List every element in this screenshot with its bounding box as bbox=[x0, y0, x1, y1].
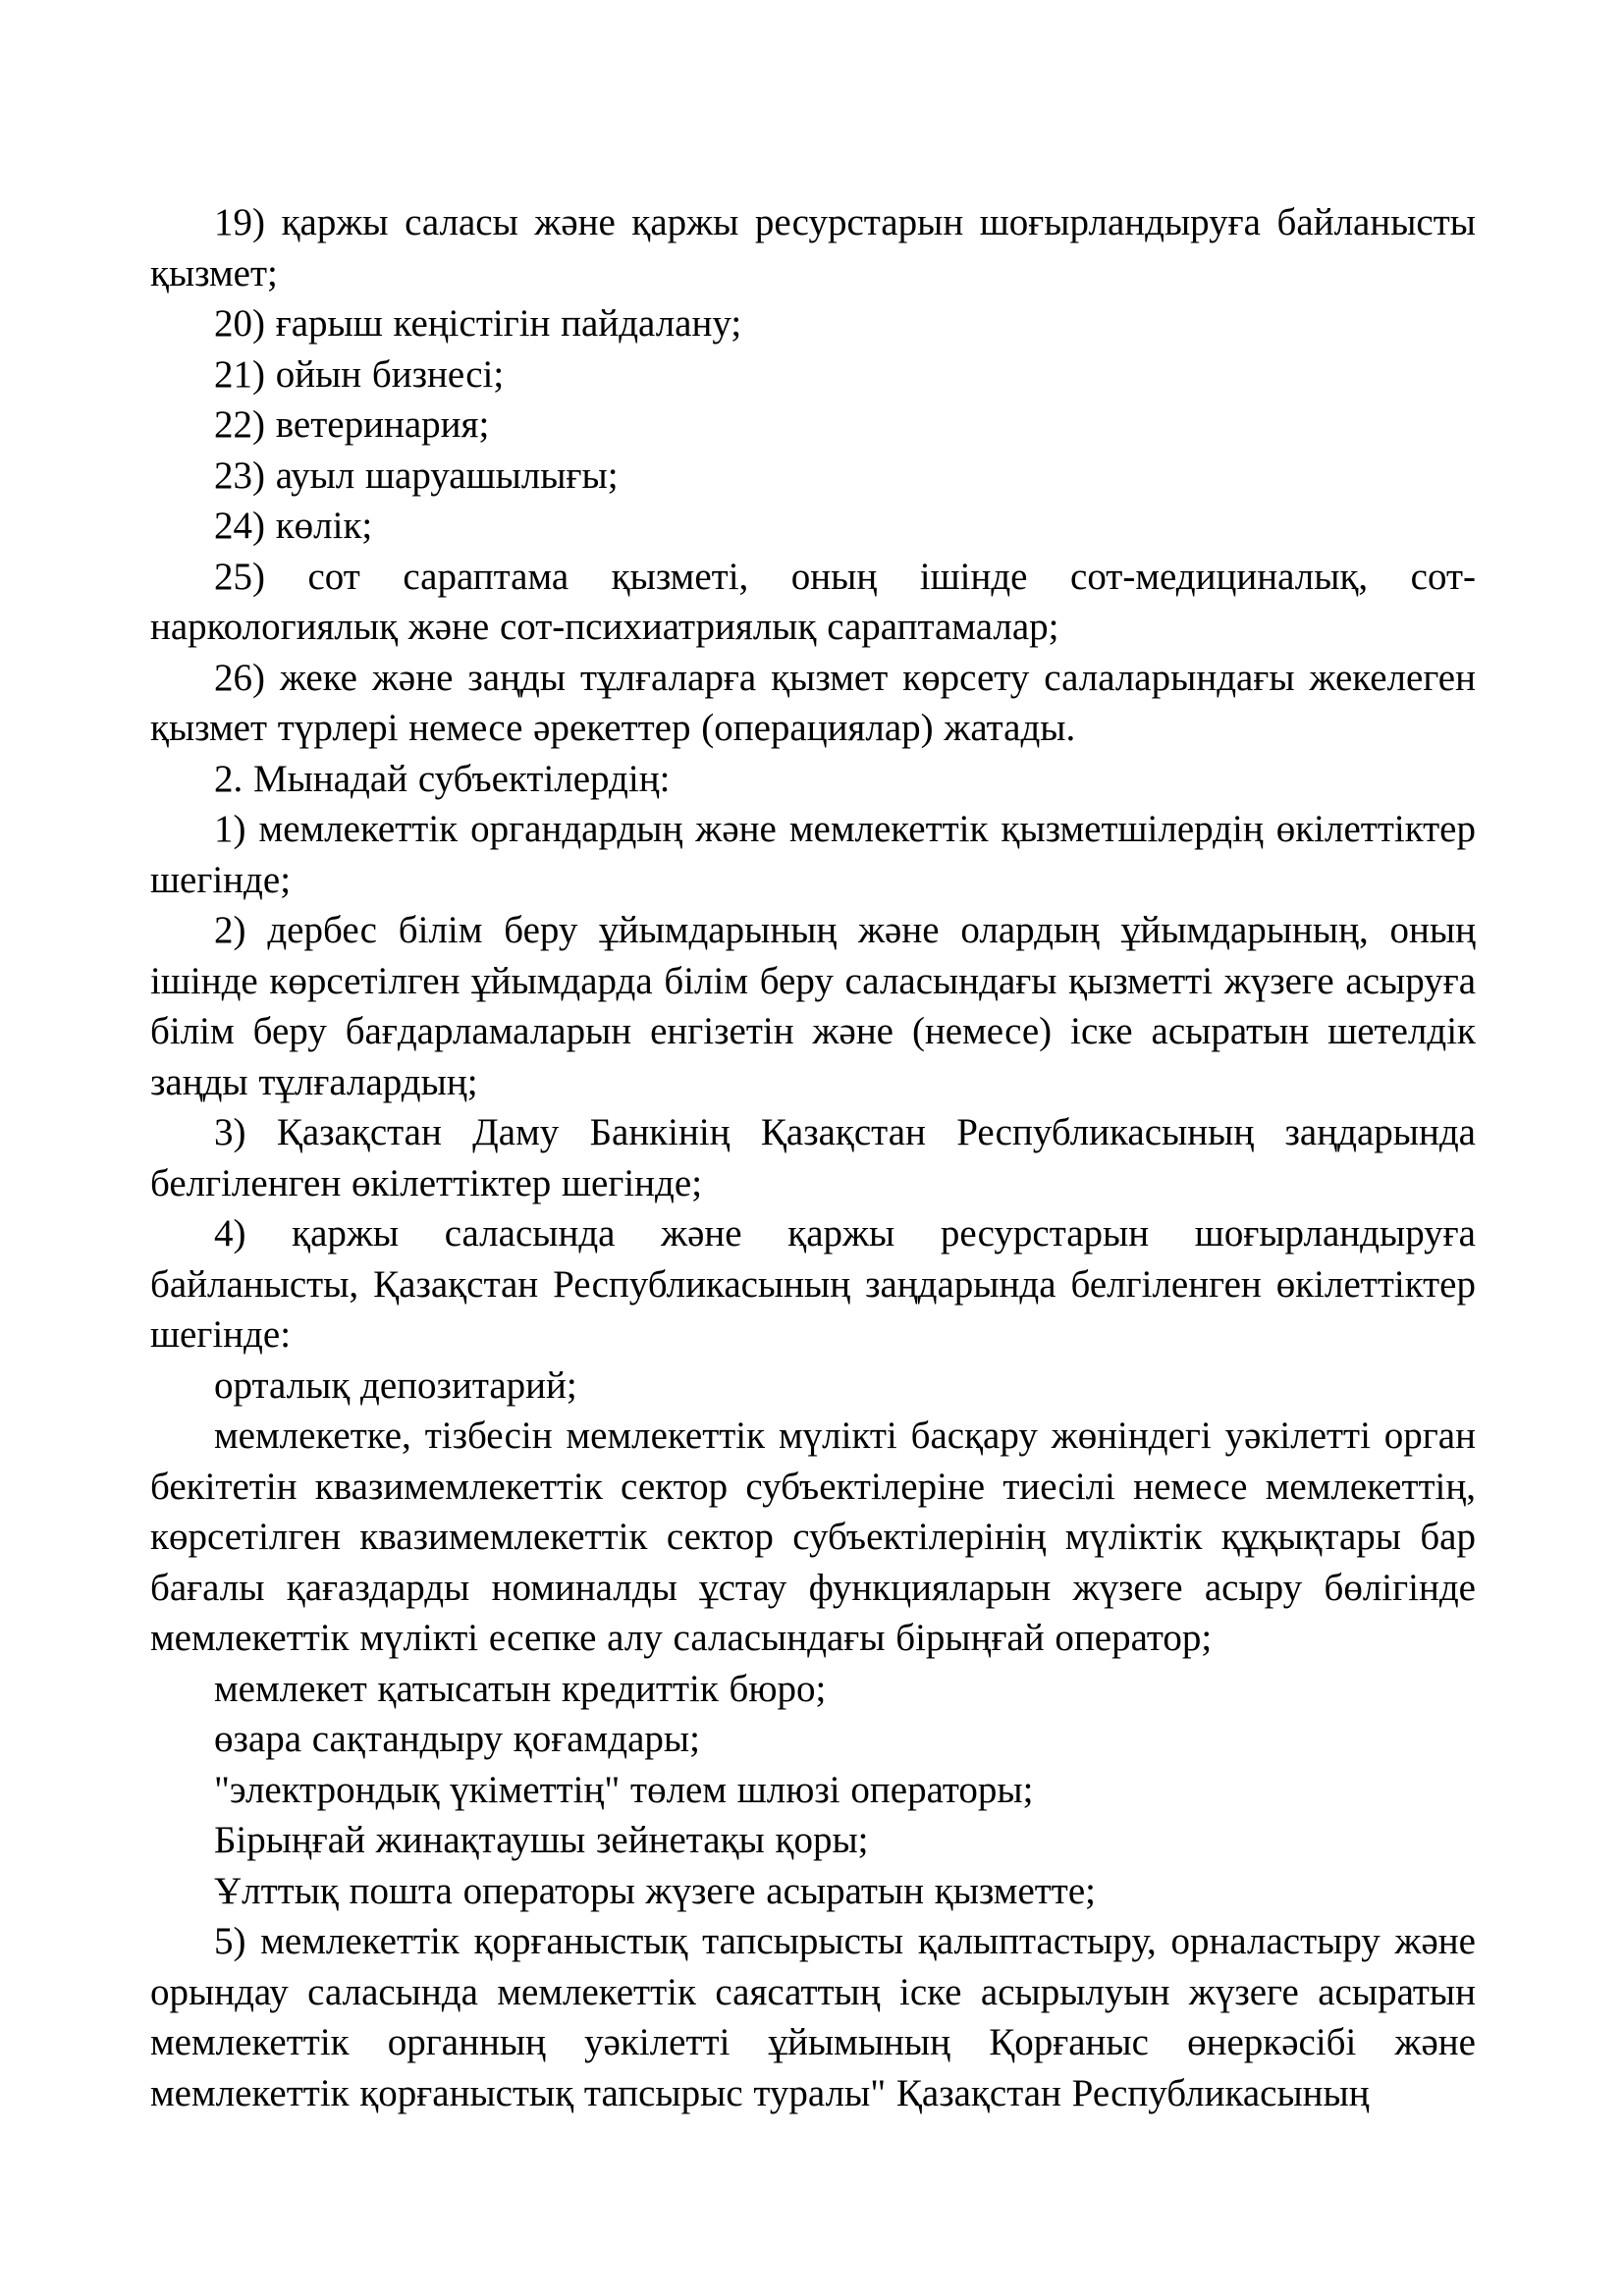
paragraph-item-25: 25) сот сараптама қызметі, оның ішінде сот-медициналық, сот-наркологиялық және сот-психиатриялық сараптамалар; bbox=[150, 555, 1476, 648]
paragraph-item-21: 21) ойын бизнесі; bbox=[214, 352, 505, 396]
paragraph-item-20: 20) ғарыш кеңістігін пайдалану; bbox=[214, 302, 742, 345]
paragraph-item-23: 23) ауыл шаруашылығы; bbox=[214, 454, 619, 497]
paragraph-subitem-5: 5) мемлекеттік қорғаныстық тапсырысты қалыптастыру, орналастыру және орындау саласында мемлекеттік саясаттың іске асырылуын жүзеге асыратын мемлекеттік органның уәкілетті ұйымының Қорғаныс өнеркәсібі және мемлекеттік қорғаныстық тапсырыс туралы" Қазақстан Республикасының bbox=[150, 1920, 1476, 2114]
paragraph-item-19: 19) қаржы саласы және қаржы ресурстарын шоғырландыруға байланысты қызмет; bbox=[150, 201, 1476, 294]
document-body bbox=[150, 197, 1476, 2118]
paragraph-pension-fund: Бірыңғай жинақтаушы зейнетақы қоры; bbox=[214, 1819, 869, 1861]
paragraph-item-24: 24) көлік; bbox=[214, 505, 373, 547]
paragraph-subitem-4: 4) қаржы саласында және қаржы ресурстарын шоғырландыруға байланысты, Қазақстан Республикасының заңдарында белгіленген өкілеттіктер шегінде: bbox=[150, 1212, 1476, 1356]
paragraph-item-26: 26) жеке және заңды тұлғаларға қызмет көрсету салаларындағы жекелеген қызмет түрлері немесе әрекеттер (операциялар) жатады. bbox=[150, 656, 1476, 749]
paragraph-egov-payment-gateway: "электрондық үкіметтің" төлем шлюзі операторы; bbox=[214, 1768, 1034, 1811]
paragraph-item-22: 22) ветеринария; bbox=[214, 403, 490, 446]
paragraph-state-operator: мемлекетке, тізбесін мемлекеттік мүлікті басқару жөніндегі уәкілетті орган бекітетін квазимемлекеттік сектор субъектілеріне тиесілі немесе мемлекеттің, көрсетілген квазимемлекеттік сектор субъектілерінің мүліктік құқықтары бар бағалы қағаздарды номиналды ұстау функцияларын жүзеге асыру бөлігінде мемлекеттік мүлікті есепке алу саласындағы бірыңғай оператор; bbox=[150, 1415, 1476, 1659]
paragraph-clause-2: 2. Мынадай субъектілердің: bbox=[214, 757, 671, 800]
paragraph-subitem-3: 3) Қазақстан Даму Банкінің Қазақстан Республикасының заңдарында белгіленген өкілеттіктер шегінде; bbox=[150, 1111, 1476, 1204]
paragraph-subitem-1: 1) мемлекеттік органдардың және мемлекеттік қызметшілердің өкілеттіктер шегінде; bbox=[150, 808, 1476, 901]
paragraph-postal-operator: Ұлттық пошта операторы жүзеге асыратын қызметте; bbox=[214, 1869, 1096, 1912]
paragraph-central-depository: орталық депозитарий; bbox=[214, 1363, 577, 1407]
paragraph-subitem-2: 2) дербес білім беру ұйымдарының және олардың ұйымдарының, оның ішінде көрсетілген ұйымдарда білім беру саласындағы қызметті жүзеге асыруға білім беру бағдарламаларын енгізетін және (немесе) іске асыратын шетелдік заңды тұлғалардың; bbox=[150, 909, 1476, 1103]
paragraph-mutual-insurance: өзара сақтандыру қоғамдары; bbox=[214, 1718, 700, 1760]
paragraph-credit-bureau: мемлекет қатысатын кредиттік бюро; bbox=[214, 1667, 827, 1710]
